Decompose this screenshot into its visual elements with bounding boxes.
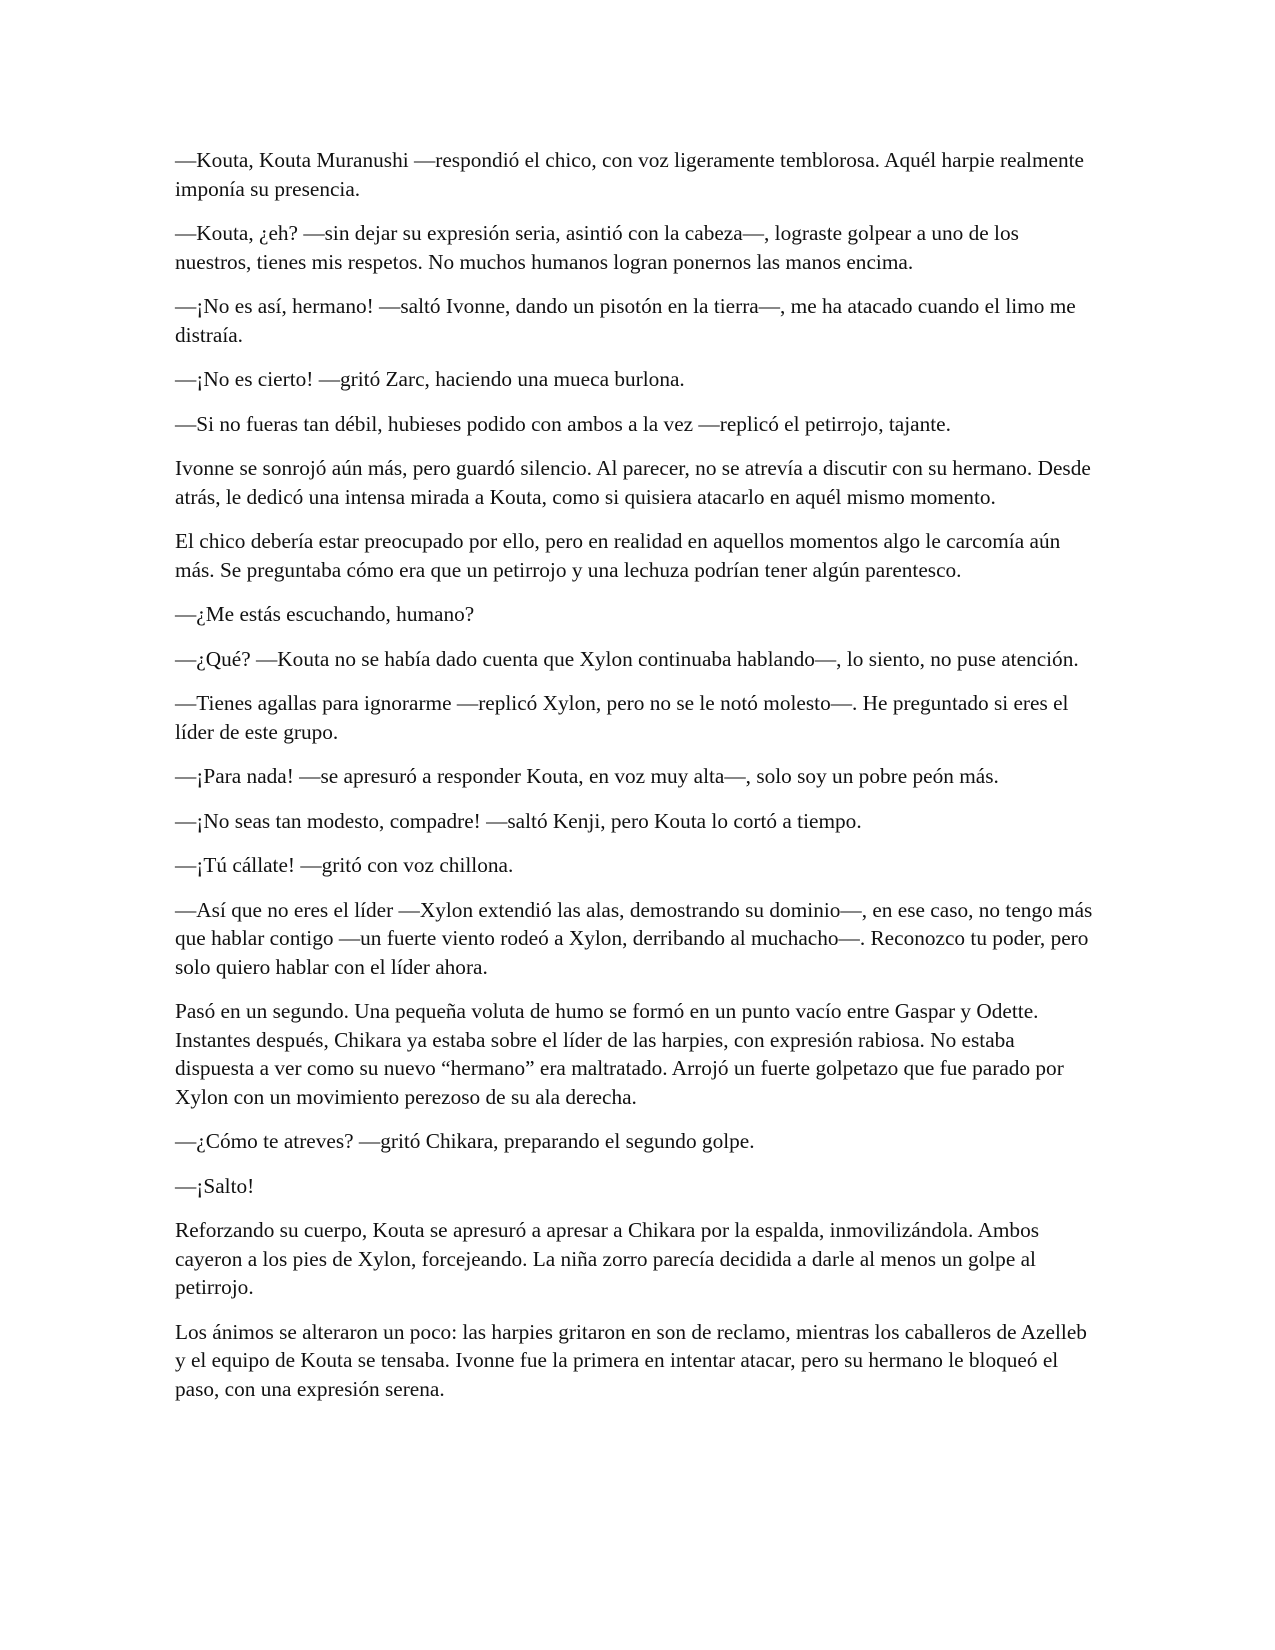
paragraph-15: Pasó en un segundo. Una pequeña voluta de humo se formó en un punto vacío entre Gaspar y Odette. Instantes después, Chikara ya estaba sobre el líder de las harpies, con expresión rabiosa. No estaba dispuesta a ver como su nuevo “hermano” era maltratado. Arrojó un fuerte golpetazo que fue parado por Xylon con un movimiento perezoso de su ala derecha. bbox=[175, 999, 1064, 1109]
paragraph-6: Ivonne se sonrojó aún más, pero guardó silencio. Al parecer, no se atrevía a discutir con su hermano. Desde atrás, le dedicó una intensa mirada a Kouta, como si quisiera atacarlo en aquél mismo momento. bbox=[175, 456, 1091, 509]
paragraph-7: El chico debería estar preocupado por ello, pero en realidad en aquellos momentos algo le carcomía aún más. Se preguntaba cómo era que un petirrojo y una lechuza podrían tener algún parentesco. bbox=[175, 529, 1061, 582]
paragraph-5: —Si no fueras tan débil, hubieses podido con ambos a la vez —replicó el petirrojo, tajante. bbox=[175, 411, 951, 436]
paragraph-13: —¡Tú cállate! —gritó con voz chillona. bbox=[175, 853, 514, 877]
paragraph-16: —¿Cómo te atreves? —gritó Chikara, preparando el segundo golpe. bbox=[175, 1129, 755, 1153]
paragraph-10: —Tienes agallas para ignorarme —replicó Xylon, pero no se le notó molesto—. He preguntado si eres el líder de este grupo. bbox=[175, 691, 1069, 744]
paragraph-17: —¡Salto! bbox=[175, 1173, 255, 1198]
paragraph-3: —¡No es así, hermano! —saltó Ivonne, dando un pisotón en la tierra—, me ha atacado cuando el limo me distraía. bbox=[175, 294, 1076, 347]
paragraph-2: —Kouta, ¿eh? —sin dejar su expresión seria, asintió con la cabeza—, lograste golpear a uno de los nuestros, tienes mis respetos. No muchos humanos logran ponernos las manos encima. bbox=[175, 221, 1019, 274]
paragraph-9: —¿Qué? —Kouta no se había dado cuenta que Xylon continuaba hablando—, lo siento, no puse atención. bbox=[175, 646, 1079, 671]
paragraph-8: —¿Me estás escuchando, humano? bbox=[175, 602, 475, 626]
paragraph-19: Los ánimos se alteraron un poco: las harpies gritaron en son de reclamo, mientras los caballeros de Azelleb y el equipo de Kouta se tensaba. Ivonne fue la primera en intentar atacar, pero su hermano le bloqueó el paso, con una expresión serena. bbox=[175, 1319, 1087, 1401]
paragraph-4: —¡No es cierto! —gritó Zarc, haciendo una mueca burlona. bbox=[175, 367, 685, 391]
paragraph-18: Reforzando su cuerpo, Kouta se apresuró a apresar a Chikara por la espalda, inmovilizándola. Ambos cayeron a los pies de Xylon, forcejeando. La niña zorro parecía decidida a darle al menos un golpe al petirrojo. bbox=[175, 1218, 1040, 1299]
paragraph-1: —Kouta, Kouta Muranushi —respondió el chico, con voz ligeramente temblorosa. Aquél harpie realmente imponía su presencia. bbox=[175, 148, 1084, 201]
body-text bbox=[175, 146, 1095, 1419]
paragraph-12: —¡No seas tan modesto, compadre! —saltó Kenji, pero Kouta lo cortó a tiempo. bbox=[175, 808, 862, 833]
paragraph-14: —Así que no eres el líder —Xylon extendió las alas, demostrando su dominio—, en ese caso, no tengo más que hablar contigo —un fuerte viento rodeó a Xylon, derribando al muchacho—. Reconozco tu poder, pero solo quiero hablar con el líder ahora. bbox=[175, 897, 1093, 979]
paragraph-11: —¡Para nada! —se apresuró a responder Kouta, en voz muy alta—, solo soy un pobre peón más. bbox=[175, 764, 999, 788]
